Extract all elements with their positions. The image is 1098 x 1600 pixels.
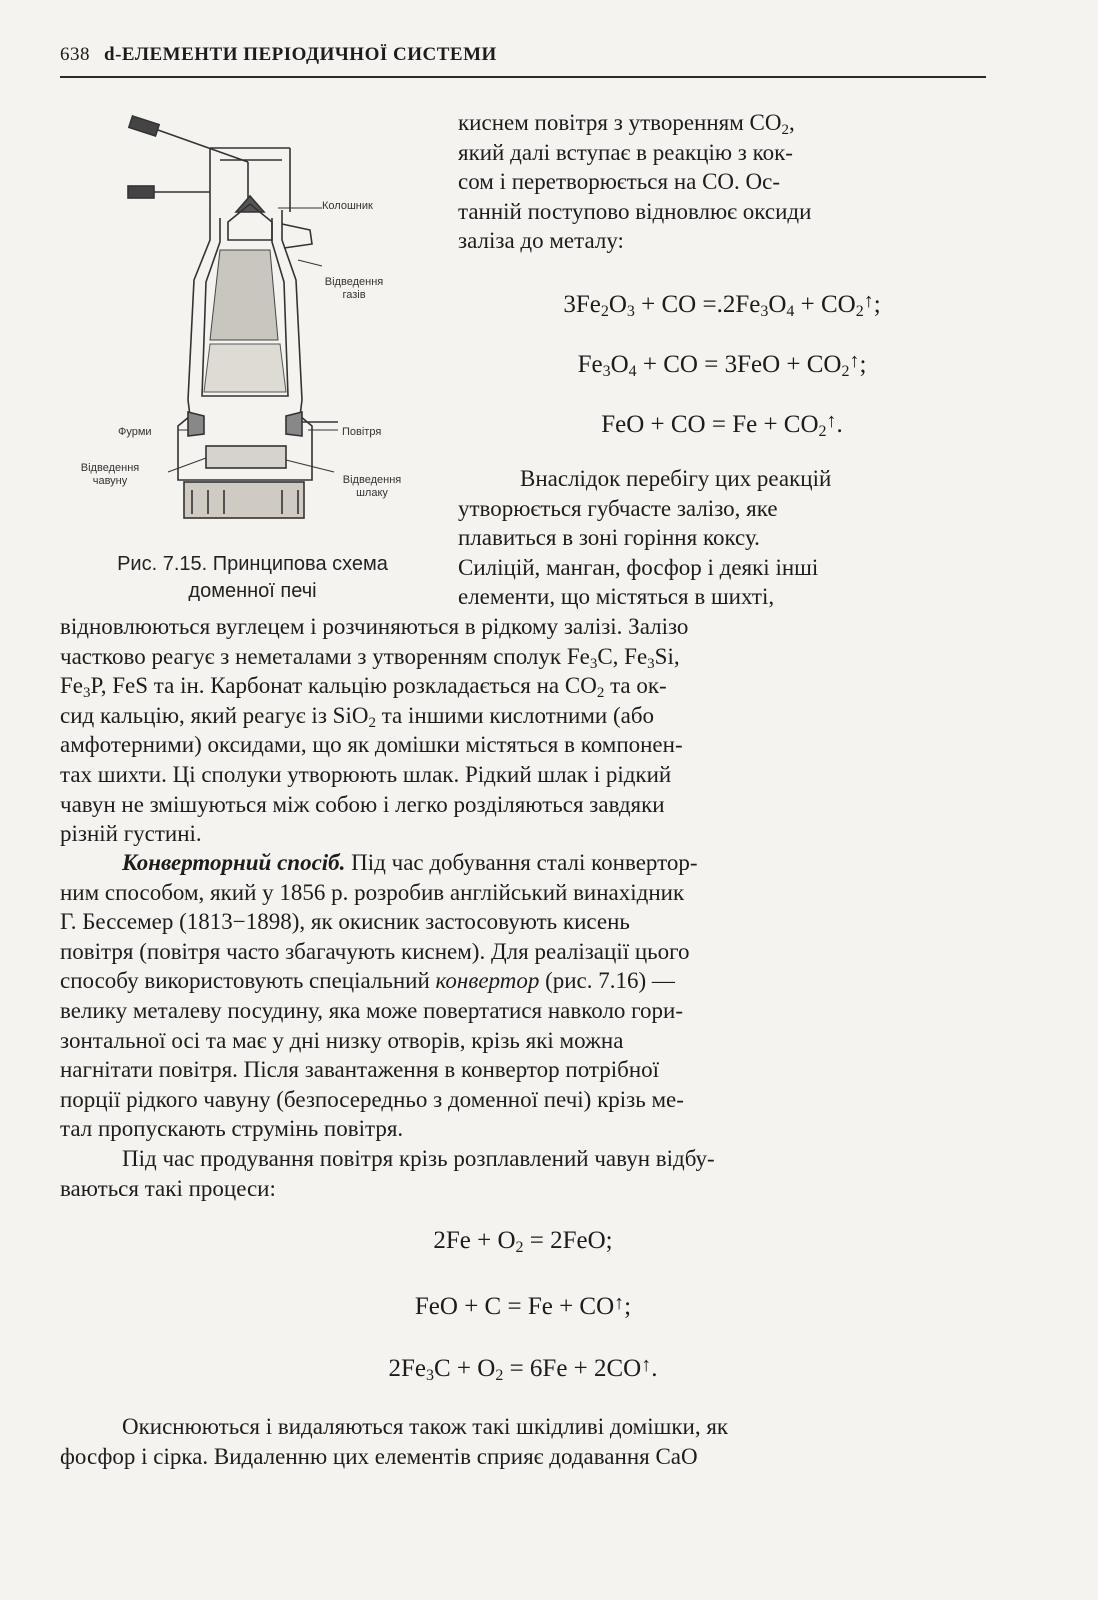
eq2-part: + CO = 3FeO + CO <box>636 351 842 378</box>
p2-text: P, FeS та ін. Карбонат кальцію розкладається на CO <box>90 673 597 699</box>
p1-line-1-sub: 2 <box>781 122 789 138</box>
eq2-part: Fe <box>577 351 603 378</box>
p4-line-1: Під час продування повітря крізь розплавлений чавун відбу- <box>122 1146 715 1171</box>
caption-line-2: доменної печі <box>188 580 317 602</box>
p3-text: (рис. 7.16) — <box>539 968 675 994</box>
equation-1 <box>458 286 986 320</box>
eq2-sub: 3 <box>602 363 611 380</box>
label-tuyeres: Фурми <box>118 426 152 438</box>
label-gas-outlet-line1: Відведення <box>324 276 384 288</box>
equation-4 <box>60 1226 986 1256</box>
label-kolosnyk: Колошник <box>322 200 373 212</box>
eq5-part: FeO + C = Fe + CO <box>414 1293 615 1320</box>
p2-sub: 3 <box>589 655 598 672</box>
eq2-sub: 2 <box>841 363 850 380</box>
label-iron-outlet-line1: Відведення <box>80 462 140 474</box>
eq2-end: ; <box>859 351 867 378</box>
p4-line-2: ваються такі процеси: <box>60 1175 276 1201</box>
p3-line-8: нагнітати повітря. Після завантаження в конвертор потрібної <box>60 1057 660 1083</box>
gas-arrow-icon: ↑ <box>849 350 860 372</box>
label-iron-outlet-line2: чавуну <box>92 475 128 487</box>
gas-arrow-icon: ↑ <box>641 1354 652 1376</box>
eq4-end: ; <box>605 1227 613 1254</box>
eq6-part: 2Fe <box>388 1355 426 1382</box>
caption-line-1: Рис. 7.15. Принципова схема <box>117 553 388 575</box>
eq1-sub: 4 <box>786 303 795 320</box>
eq1-part: + CO <box>794 291 856 318</box>
p1-line-5: заліза до металу: <box>458 228 624 254</box>
p2-line-4: Силіцій, манган, фосфор і деякі інші <box>458 554 819 580</box>
equation-3 <box>458 406 986 440</box>
label-air: Повітря <box>342 426 382 438</box>
label-gas-outlet <box>314 276 394 302</box>
equation-2 <box>458 346 986 380</box>
chapter-title: d-ЕЛЕМЕНТИ ПЕРІОДИЧНОЇ СИСТЕМИ <box>104 44 497 65</box>
p2-line-3: плавиться в зоні горіння коксу. <box>458 525 760 551</box>
eq6-end: . <box>651 1355 658 1382</box>
label-slag-outlet-line2: шлаку <box>356 487 388 499</box>
p2-full-line-5: амфотерними) оксидами, що як домішки містяться в компонен- <box>60 732 683 758</box>
running-head <box>60 44 986 66</box>
p2-line-1: Внаслідок перебігу цих реакцій <box>520 466 832 491</box>
p2-full-line-7: чавун не змішуються між собою і легко розділяються завдяки <box>60 791 665 817</box>
p2-full-line-8: різній густині. <box>60 821 202 847</box>
eq1-sub: 2 <box>855 303 864 320</box>
p2-line-2: утворюється губчасте залізо, яке <box>458 495 778 521</box>
gas-arrow-icon: ↑ <box>826 410 837 432</box>
p2-text: сид кальцію, який реагує із SiO <box>60 702 369 728</box>
p2-sub: 2 <box>368 714 376 731</box>
p1-line-2: який далі вступає в реакцію з кок- <box>458 139 793 165</box>
p5-line-2: фосфор і сірка. Видаленню цих елементів сприяє додавання CaO <box>60 1443 698 1469</box>
p2-text: та ок- <box>604 673 667 699</box>
eq1-part: + CO =.2Fe <box>634 291 761 318</box>
eq5-end: ; <box>624 1293 632 1320</box>
p1-line-1-text: киснем повітря з утворенням CO <box>458 110 782 135</box>
equation-6 <box>60 1350 986 1384</box>
eq1-part: O <box>768 291 787 318</box>
paragraph-3 <box>60 848 986 1144</box>
p2-text: Fe <box>60 673 83 699</box>
equation-5 <box>60 1288 986 1322</box>
p2-text: частково реагує з неметалами з утворенням сполук Fe <box>60 643 590 669</box>
eq4-sub: 2 <box>515 1239 524 1256</box>
eq1-part: 3Fe <box>563 291 601 318</box>
header-rule <box>60 76 986 78</box>
eq3-end: . <box>836 411 843 438</box>
p3-line-4: повітря (повітря часто збагачують киснем). Для реалізації цього <box>60 938 690 964</box>
p2-text: та іншими кислотними (або <box>375 702 655 728</box>
eq1-sub: 2 <box>600 303 609 320</box>
p1-line-1 <box>458 108 986 138</box>
p3-line-5 <box>60 966 986 996</box>
eq6-sub: 2 <box>495 1367 504 1384</box>
term-converter: конвертор <box>435 968 540 994</box>
p2-full-line-2 <box>60 642 986 672</box>
eq2-sub: 4 <box>628 363 637 380</box>
eq1-part: O <box>608 291 627 318</box>
p2-text: Si, <box>654 643 680 669</box>
label-iron-outlet <box>70 462 150 488</box>
p2-sub: 3 <box>647 655 655 672</box>
eq3-part: FeO + CO = Fe + CO <box>601 411 819 438</box>
p2-full-line-3 <box>60 671 986 701</box>
paragraph-4 <box>60 1144 986 1203</box>
p3-text: Під час добування сталі конвертор- <box>345 850 698 875</box>
eq6-sub: 3 <box>425 1367 434 1384</box>
p3-text: способу використовують спеціальний <box>60 968 436 994</box>
p2-sub: 3 <box>83 685 91 702</box>
figure-caption <box>60 551 445 605</box>
eq4-part: 2Fe + O <box>433 1227 516 1254</box>
p3-line-3: Г. Бессемер (1813−1898), як окисник застосовують кисень <box>60 909 630 935</box>
eq2-part: O <box>610 351 629 378</box>
p1-line-4: танній поступово відновлює оксиди <box>458 198 812 224</box>
label-gas-outlet-line2: газів <box>342 289 366 301</box>
eq1-sub: 3 <box>626 303 635 320</box>
eq3-sub: 2 <box>818 423 827 440</box>
p1-line-3: сом і перетворюється на CO. Ос- <box>458 169 781 195</box>
paragraph-2-full <box>60 612 986 849</box>
paragraph-1 <box>458 108 986 256</box>
eq1-end: ; <box>873 291 881 318</box>
p2-sub: 2 <box>596 685 605 702</box>
eq1-sub: 3 <box>760 303 769 320</box>
paragraph-5 <box>60 1412 986 1471</box>
p3-line-10: тал пропускають струмінь повітря. <box>60 1116 404 1142</box>
eq6-part: = 6Fe + 2CO <box>503 1355 642 1382</box>
paragraph-2-right <box>458 464 986 612</box>
p2-full-line-4 <box>60 701 986 731</box>
section-heading-converter: Конверторний спосіб. <box>122 850 346 875</box>
p3-line-7: зонтальної осі та має у дні низку отворів, крізь які можна <box>60 1027 624 1053</box>
p2-full-line-1: відновлюються вуглецем і розчиняються в рідкому залізі. Залізо <box>60 614 689 639</box>
p5-line-1: Окиснюються і видаляються також такі шкідливі домішки, як <box>122 1414 729 1439</box>
gas-arrow-icon: ↑ <box>614 1292 625 1314</box>
p3-line-2: ним способом, який у 1856 р. розробив англійський винахідник <box>60 879 685 905</box>
label-slag-outlet <box>332 474 412 500</box>
eq6-part: C + O <box>433 1355 496 1382</box>
p3-line-1 <box>60 848 986 878</box>
eq4-part: = 2FeO <box>523 1227 606 1254</box>
p2-full-line-6: тах шихти. Ці сполуки утворюють шлак. Рідкий шлак і рідкий <box>60 761 672 787</box>
label-slag-outlet-line1: Відведення <box>342 474 402 486</box>
p2-line-5: елементи, що містяться в шихті, <box>458 584 775 610</box>
p1-line-1-end: , <box>788 110 795 135</box>
gas-arrow-icon: ↑ <box>863 290 874 312</box>
p3-line-9: порції рідкого чавуну (безпосередньо з доменної печі) крізь ме- <box>60 1086 684 1112</box>
p2-text: C, Fe <box>597 643 648 669</box>
page-number: 638 <box>60 44 90 65</box>
p3-line-6: велику металеву посудину, яка може повертатися навколо гори- <box>60 997 683 1023</box>
